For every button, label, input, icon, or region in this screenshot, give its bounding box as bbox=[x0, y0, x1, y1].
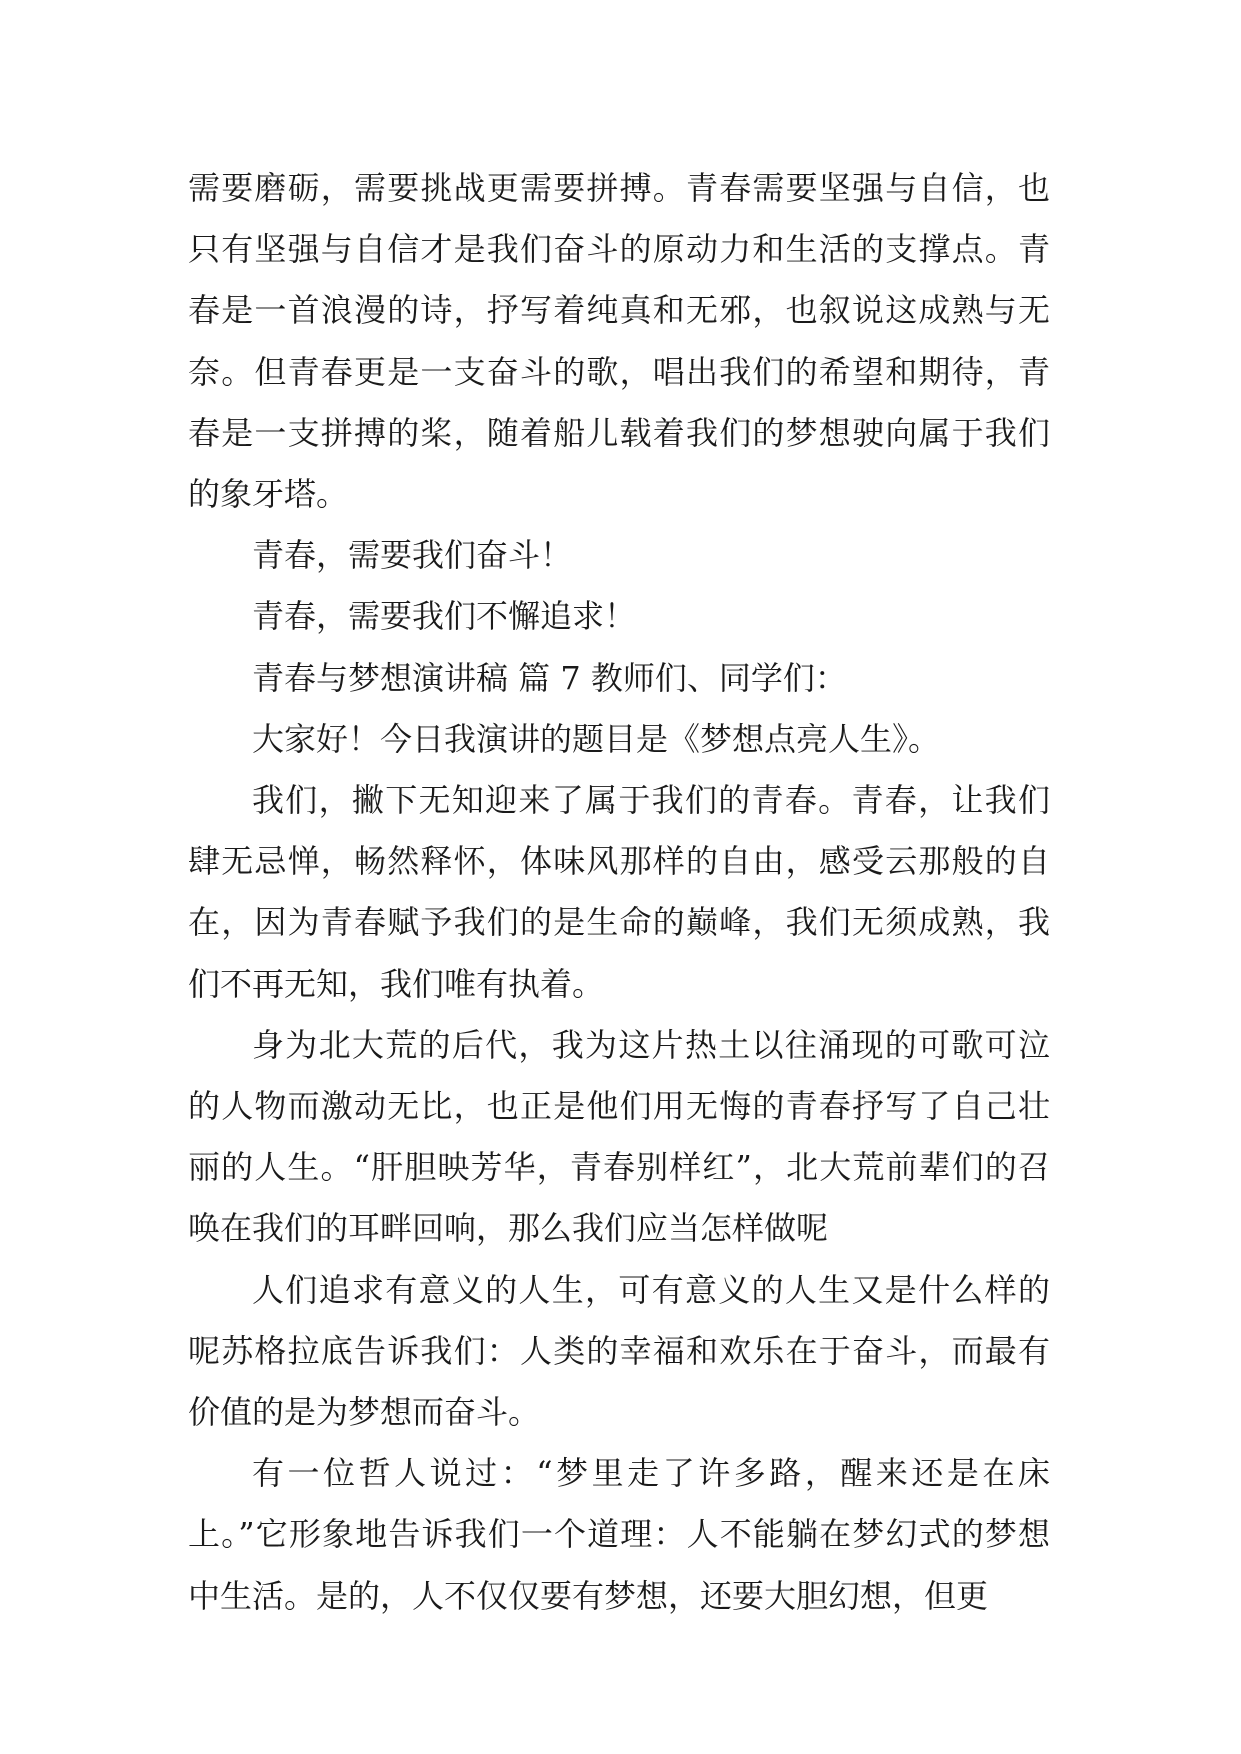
document-body bbox=[188, 158, 1050, 1627]
paragraph-meaningful-life: 人们追求有意义的人生，可有意义的人生又是什么样的呢苏格拉底告诉我们：人类的幸福和欢乐在于奋斗，而最有价值的是为梦想而奋斗。 bbox=[188, 1270, 1050, 1432]
paragraph-philosopher-quote: 有一位哲人说过：“梦里走了许多路，醒来还是在床上。”它形象地告诉我们一个道理：人不能躺在梦幻式的梦想中生活。是的，人不仅仅要有梦想，还要大胆幻想，但更 bbox=[188, 1454, 1050, 1615]
paragraph-youth-pursuit: 青春，需要我们不懈追求！ bbox=[252, 597, 637, 636]
speech-heading: 青春与梦想演讲稿 篇 7 教师们、同学们： bbox=[252, 658, 847, 697]
paragraph-continuation: 需要磨砺，需要挑战更需要拼搏。青春需要坚强与自信，也只有坚强与自信才是我们奋斗的原动力和生活的支撑点。青春是一首浪漫的诗，抒写着纯真和无邪，也叙说这成熟与无奈。但青春更是一支奋斗的歌，唱出我们的希望和期待，青春是一支拼搏的桨，随着船儿载着我们的梦想驶向属于我们的象牙塔。 bbox=[188, 169, 1050, 514]
paragraph-greeting: 大家好！今日我演讲的题目是《梦想点亮人生》。 bbox=[252, 719, 941, 758]
paragraph-youth-struggle: 青春，需要我们奋斗！ bbox=[252, 536, 573, 575]
paragraph-beidahuang: 身为北大荒的后代，我为这片热土以往涌现的可歌可泣的人物而激动无比，也正是他们用无悔的青春抒写了自己壮丽的人生。“肝胆映芳华，青春别样红”，北大荒前辈们的召唤在我们的耳畔回响，那么我们应当怎样做呢 bbox=[188, 1025, 1050, 1248]
paragraph-youth-arrival: 我们，撇下无知迎来了属于我们的青春。青春，让我们肆无忌惮，畅然释怀，体味风那样的自由，感受云那般的自在，因为青春赋予我们的是生命的巅峰，我们无须成熟，我们不再无知，我们唯有执着。 bbox=[188, 781, 1050, 1003]
